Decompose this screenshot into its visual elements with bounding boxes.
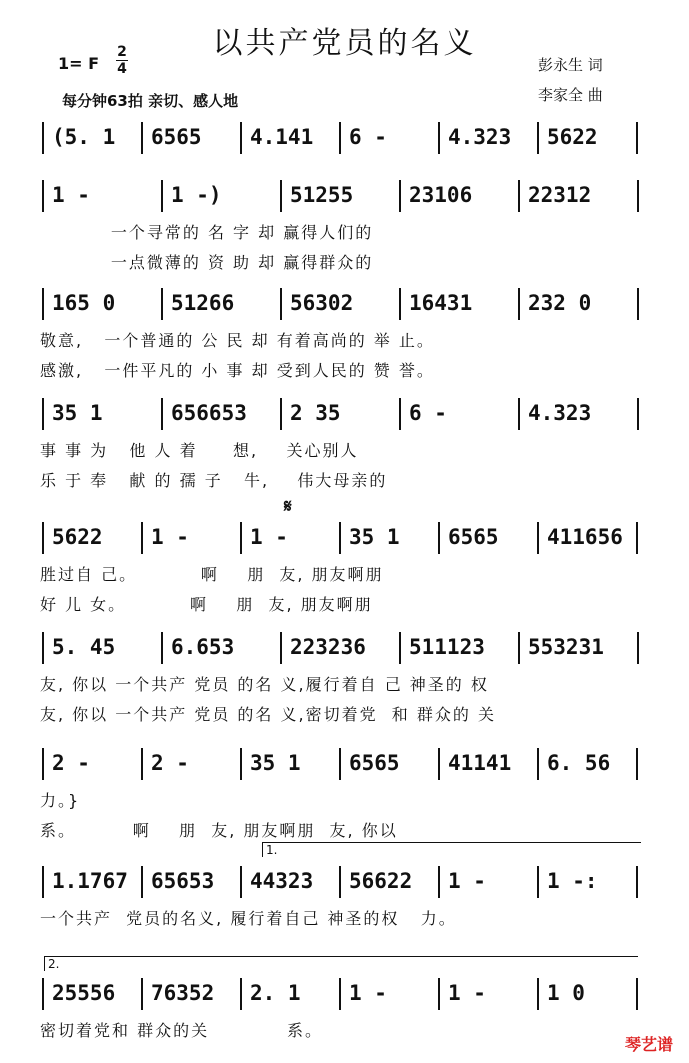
barline xyxy=(161,398,163,430)
barline xyxy=(141,866,143,898)
measure: 4.323 xyxy=(448,125,512,149)
composer-credit: 李家全 曲 xyxy=(538,86,603,104)
barline xyxy=(438,978,440,1010)
barline xyxy=(537,866,539,898)
lyric-line: 友, 你以 一个共产 党员 的名 义,履行着自 己 神圣的 权 xyxy=(40,675,489,694)
measure: 411656 xyxy=(547,525,623,549)
volta-1: 1. xyxy=(262,842,641,857)
barline xyxy=(399,180,401,212)
barline xyxy=(518,632,520,664)
lyric-line: 一点微薄的 资 助 却 赢得群众的 xyxy=(40,253,374,272)
barline xyxy=(339,748,341,780)
barline xyxy=(240,748,242,780)
measure: 6 - xyxy=(409,401,447,425)
measure: 22312 xyxy=(528,183,592,207)
barline xyxy=(280,398,282,430)
notes-line xyxy=(40,978,640,1008)
lyric-line: 一个寻常的 名 字 却 赢得人们的 xyxy=(40,223,374,242)
lyric-line: 敬意, 一个普通的 公 民 却 有着高尚的 举 止。 xyxy=(40,331,435,350)
barline xyxy=(339,866,341,898)
lyric-line: 事 事 为 他 人 着 想, 关心别人 xyxy=(40,441,359,460)
notes-line xyxy=(40,398,640,428)
notes-line xyxy=(40,866,640,896)
barline xyxy=(438,522,440,554)
song-title: 以共产党员的名义 xyxy=(212,26,477,61)
measure: 35 1 xyxy=(52,401,103,425)
barline xyxy=(141,522,143,554)
barline xyxy=(537,748,539,780)
measure: 656653 xyxy=(171,401,247,425)
barline xyxy=(537,122,539,154)
measure: 2. 1 xyxy=(250,981,301,1005)
barline xyxy=(636,522,638,554)
segno-sign: 𝄋 xyxy=(284,496,292,517)
measure: 56302 xyxy=(290,291,354,315)
measure: 223236 xyxy=(290,635,366,659)
barline xyxy=(339,978,341,1010)
barline xyxy=(339,522,341,554)
barline xyxy=(636,748,638,780)
barline xyxy=(141,978,143,1010)
lyric-line: 乐 于 奉 献 的 孺 子 牛, 伟大母亲的 xyxy=(40,471,388,490)
barline xyxy=(42,748,44,780)
measure: 51266 xyxy=(171,291,235,315)
measure: 1 - xyxy=(52,183,90,207)
measure: 1 - xyxy=(250,525,288,549)
measure: (5. 1 xyxy=(52,125,116,149)
measure: 4.323 xyxy=(528,401,592,425)
measure: 2 35 xyxy=(290,401,341,425)
lyric-line: 好 儿 女。 啊 朋 友, 朋友啊朋 xyxy=(40,595,373,614)
barline xyxy=(161,288,163,320)
measure: 1 - xyxy=(349,981,387,1005)
barline xyxy=(637,632,639,664)
lyric-line: 系。 啊 朋 友, 朋友啊朋 友, 你以 xyxy=(40,821,398,840)
measure: 1 - xyxy=(448,981,486,1005)
barline xyxy=(280,632,282,664)
barline xyxy=(438,122,440,154)
barline xyxy=(636,866,638,898)
notes-line xyxy=(40,522,640,552)
notes-line xyxy=(40,288,640,318)
measure: 35 1 xyxy=(250,751,301,775)
barline xyxy=(636,122,638,154)
notes-line xyxy=(40,122,640,152)
measure: 5. 45 xyxy=(52,635,116,659)
measure: 1.1767 xyxy=(52,869,128,893)
measure: 2 - xyxy=(52,751,90,775)
measure: 1 0 xyxy=(547,981,585,1005)
barline xyxy=(518,288,520,320)
notes-line xyxy=(40,180,640,210)
measure: 232 0 xyxy=(528,291,592,315)
measure: 4.141 xyxy=(250,125,314,149)
time-signature xyxy=(116,44,128,77)
barline xyxy=(141,748,143,780)
measure: 6.653 xyxy=(171,635,235,659)
measure: 5622 xyxy=(547,125,598,149)
barline xyxy=(637,288,639,320)
barline xyxy=(161,632,163,664)
measure: 6 - xyxy=(349,125,387,149)
barline xyxy=(537,522,539,554)
measure: 41141 xyxy=(448,751,512,775)
site-logo: 琴艺谱 xyxy=(624,1035,673,1054)
lyric-line: 友, 你以 一个共产 党员 的名 义,密切着党 和 群众的 关 xyxy=(40,705,496,724)
lyric-line: 密切着党和 群众的关 系。 xyxy=(40,1021,324,1040)
barline xyxy=(518,398,520,430)
measure: 6565 xyxy=(151,125,202,149)
barline xyxy=(399,632,401,664)
barline xyxy=(42,866,44,898)
barline xyxy=(636,978,638,1010)
barline xyxy=(42,122,44,154)
measure: 35 1 xyxy=(349,525,400,549)
measure: 1 -: xyxy=(547,869,598,893)
measure: 25556 xyxy=(52,981,116,1005)
measure: 165 0 xyxy=(52,291,116,315)
measure: 65653 xyxy=(151,869,215,893)
barline xyxy=(438,748,440,780)
lyricist-credit: 彭永生 词 xyxy=(538,56,603,74)
barline xyxy=(42,632,44,664)
meter-top: 2 xyxy=(117,44,127,60)
tempo-marking: 每分钟63拍 亲切、感人地 xyxy=(62,92,239,110)
barline xyxy=(240,522,242,554)
notes-line xyxy=(40,632,640,662)
barline xyxy=(240,122,242,154)
measure: 1 - xyxy=(151,525,189,549)
measure: 6565 xyxy=(448,525,499,549)
measure: 511123 xyxy=(409,635,485,659)
lyric-line: 一个共产 党员的名义, 履行着自己 神圣的权 力。 xyxy=(40,909,457,928)
barline xyxy=(240,978,242,1010)
notes-line xyxy=(40,748,640,778)
measure: 6. 56 xyxy=(547,751,611,775)
meter-bottom: 4 xyxy=(117,61,127,77)
barline xyxy=(240,866,242,898)
lyric-line: 感激, 一件平凡的 小 事 却 受到人民的 赞 誉。 xyxy=(40,361,435,380)
measure: 6565 xyxy=(349,751,400,775)
measure: 16431 xyxy=(409,291,473,315)
measure: 553231 xyxy=(528,635,604,659)
volta-2: 2. xyxy=(44,956,638,971)
barline xyxy=(42,180,44,212)
key-signature: 1= F xyxy=(58,54,100,73)
measure: 51255 xyxy=(290,183,354,207)
lyric-line: 力。} xyxy=(40,791,81,810)
measure: 44323 xyxy=(250,869,314,893)
barline xyxy=(399,288,401,320)
measure: 76352 xyxy=(151,981,215,1005)
measure: 2 - xyxy=(151,751,189,775)
barline xyxy=(339,122,341,154)
barline xyxy=(42,398,44,430)
measure: 1 - xyxy=(448,869,486,893)
barline xyxy=(438,866,440,898)
measure: 5622 xyxy=(52,525,103,549)
barline xyxy=(141,122,143,154)
barline xyxy=(42,978,44,1010)
barline xyxy=(537,978,539,1010)
barline xyxy=(42,522,44,554)
measure: 56622 xyxy=(349,869,413,893)
barline xyxy=(280,180,282,212)
barline xyxy=(637,180,639,212)
lyric-line: 胜过自 己。 啊 朋 友, 朋友啊朋 xyxy=(40,565,384,584)
measure: 1 -) xyxy=(171,183,222,207)
barline xyxy=(399,398,401,430)
barline xyxy=(518,180,520,212)
barline xyxy=(161,180,163,212)
barline xyxy=(280,288,282,320)
barline xyxy=(637,398,639,430)
measure: 23106 xyxy=(409,183,473,207)
barline xyxy=(42,288,44,320)
